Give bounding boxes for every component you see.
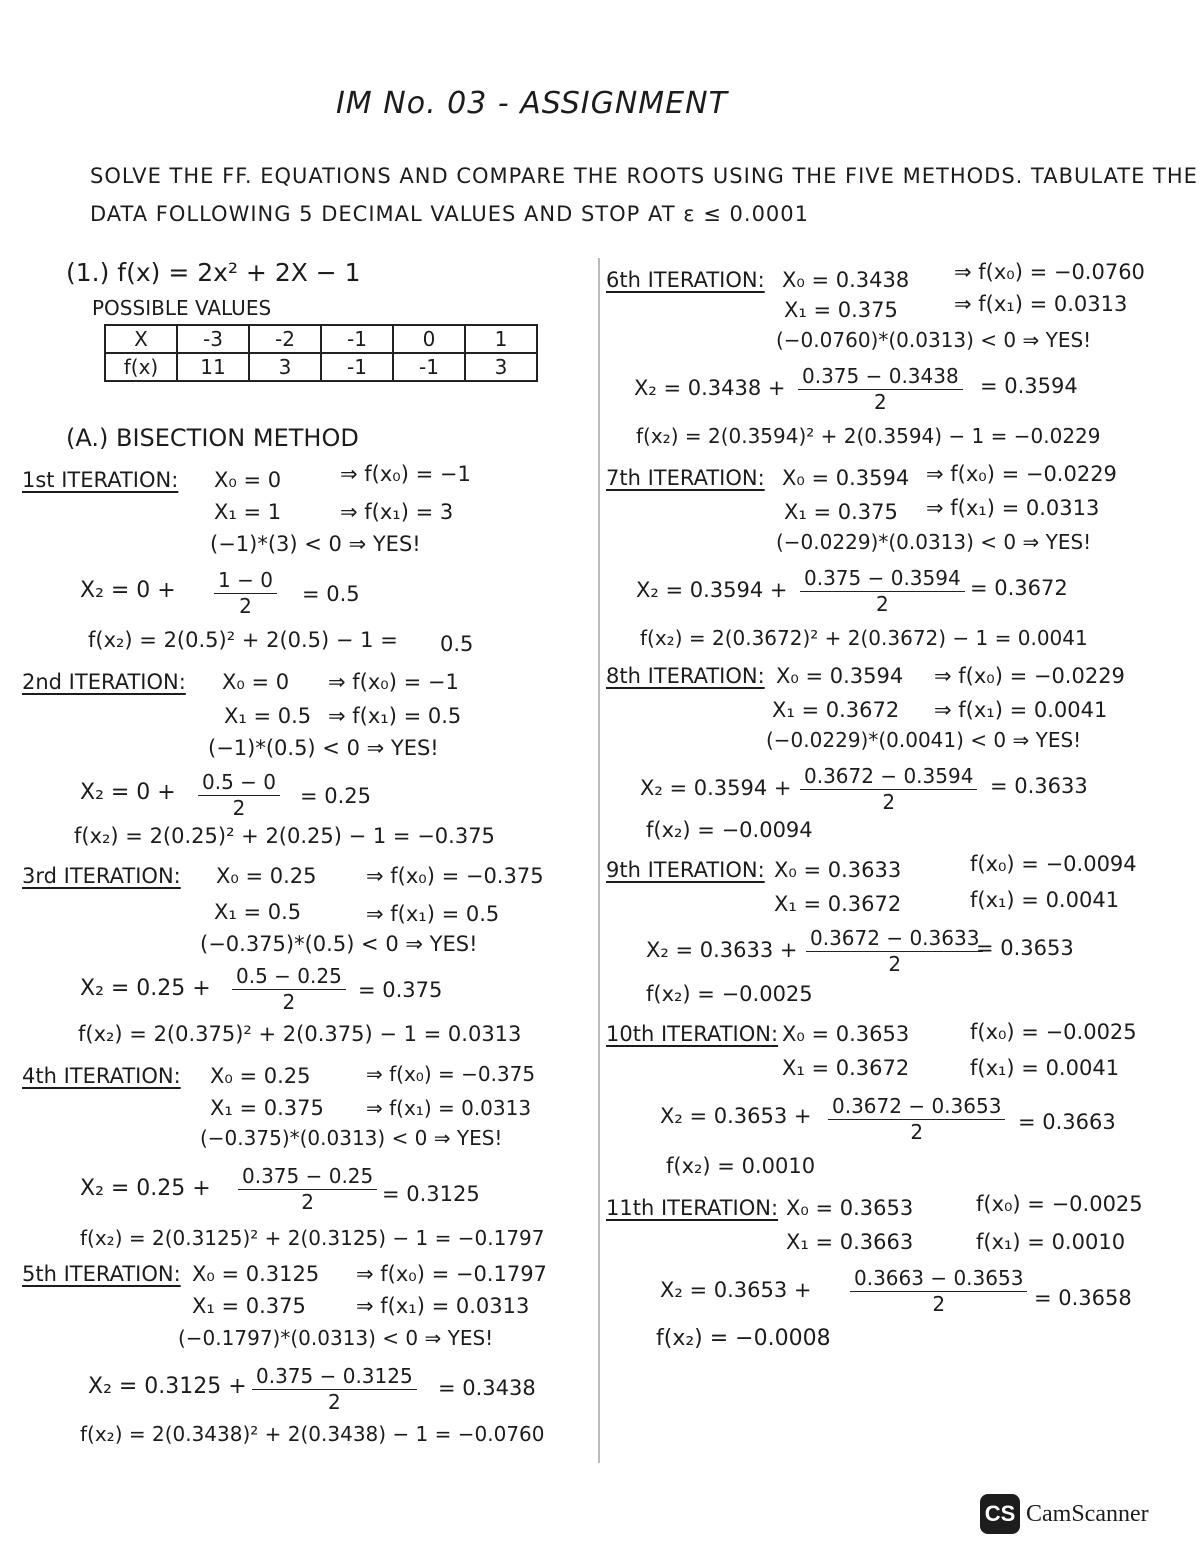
iteration-6-x0: X₀ = 0.3438 — [782, 268, 910, 292]
iteration-8-label: 8th ITERATION: — [606, 664, 765, 688]
fraction-numerator: 0.3672 − 0.3653 — [828, 1094, 1005, 1120]
iteration-8-x0: X₀ = 0.3594 — [776, 664, 904, 688]
iteration-10-fx1: f(x₁) = 0.0041 — [970, 1056, 1120, 1080]
fraction-numerator: 1 − 0 — [214, 568, 277, 594]
iteration-11-x1: X₁ = 0.3663 — [786, 1230, 914, 1254]
iteration-4-fx0: ⇒ f(x₀) = −0.375 — [366, 1062, 536, 1086]
fraction-numerator: 0.5 − 0.25 — [232, 964, 346, 990]
iteration-8-x1: X₁ = 0.3672 — [772, 698, 900, 722]
iteration-8-fx0: ⇒ f(x₀) = −0.0229 — [934, 664, 1125, 688]
iteration-9-x2-lhs: X₂ = 0.3633 + — [646, 938, 798, 962]
iteration-9-fx0: f(x₀) = −0.0094 — [970, 852, 1137, 876]
iteration-7-x2-lhs: X₂ = 0.3594 + — [636, 578, 788, 602]
iteration-5-fx2: f(x₂) = 2(0.3438)² + 2(0.3438) − 1 = −0.0760 — [80, 1422, 545, 1446]
fraction-numerator: 0.3672 − 0.3633 — [806, 926, 983, 952]
iteration-11-label: 11th ITERATION: — [606, 1196, 779, 1220]
iteration-6-check: (−0.0760)*(0.0313) < 0 ⇒ YES! — [776, 328, 1092, 352]
table-cell: 3 — [249, 353, 321, 381]
fraction-denominator: 2 — [932, 1292, 946, 1316]
iteration-7-x2-result: = 0.3672 — [970, 576, 1068, 600]
fraction-denominator: 2 — [301, 1190, 314, 1214]
iteration-5-x0: X₀ = 0.3125 — [192, 1262, 320, 1286]
table-cell: 1 — [465, 325, 537, 353]
iteration-2-fx0: ⇒ f(x₀) = −1 — [328, 670, 459, 694]
camscanner-logo-icon: CS — [980, 1494, 1020, 1534]
iteration-8-fx1: ⇒ f(x₁) = 0.0041 — [934, 698, 1108, 722]
iteration-11-fx1: f(x₁) = 0.0010 — [976, 1230, 1126, 1254]
iteration-11-fx2: f(x₂) = −0.0008 — [656, 1326, 831, 1351]
fraction-numerator: 0.3663 − 0.3653 — [850, 1266, 1027, 1292]
iteration-10-fx2: f(x₂) = 0.0010 — [666, 1154, 816, 1178]
iteration-10-x0: X₀ = 0.3653 — [782, 1022, 910, 1046]
camscanner-text: CamScanner — [1026, 1500, 1149, 1527]
iteration-5-x2-lhs: X₂ = 0.3125 + — [88, 1374, 247, 1399]
iteration-6-fx2: f(x₂) = 2(0.3594)² + 2(0.3594) − 1 = −0.0229 — [636, 424, 1101, 448]
iteration-9-label: 9th ITERATION: — [606, 858, 765, 882]
iteration-3-x2-result: = 0.375 — [358, 978, 443, 1002]
iteration-5-check: (−0.1797)*(0.0313) < 0 ⇒ YES! — [178, 1326, 494, 1350]
iteration-10-x2-fraction — [828, 1094, 1005, 1144]
iteration-1-fx2: f(x₂) = 2(0.5)² + 2(0.5) − 1 = — [88, 628, 398, 652]
iteration-10-x1: X₁ = 0.3672 — [782, 1056, 910, 1080]
iteration-2-x2-result: = 0.25 — [300, 784, 372, 808]
iteration-3-label: 3rd ITERATION: — [22, 864, 181, 888]
iteration-8-fx2: f(x₂) = −0.0094 — [646, 818, 813, 842]
iteration-4-x2-lhs: X₂ = 0.25 + — [80, 1176, 211, 1201]
iteration-11-x2-result: = 0.3658 — [1034, 1286, 1132, 1310]
iteration-3-x2-lhs: X₂ = 0.25 + — [80, 976, 211, 1001]
iteration-11-fx0: f(x₀) = −0.0025 — [976, 1192, 1143, 1216]
fraction-denominator: 2 — [239, 594, 252, 618]
iteration-8-x2-fraction — [800, 764, 977, 814]
fraction-numerator: 0.5 − 0 — [198, 770, 280, 796]
iteration-7-fx0: ⇒ f(x₀) = −0.0229 — [926, 462, 1117, 486]
fraction-numerator: 0.3672 − 0.3594 — [800, 764, 977, 790]
table-row-x — [105, 325, 537, 353]
iteration-2-x1: X₁ = 0.5 — [224, 704, 312, 728]
iteration-2-fx2: f(x₂) = 2(0.25)² + 2(0.25) − 1 = −0.375 — [74, 824, 495, 848]
iteration-1-check: (−1)*(3) < 0 ⇒ YES! — [210, 532, 421, 556]
table-cell: -1 — [321, 325, 393, 353]
fraction-denominator: 2 — [882, 790, 896, 814]
table-cell: -1 — [321, 353, 393, 381]
iteration-2-check: (−1)*(0.5) < 0 ⇒ YES! — [208, 736, 439, 760]
fraction-numerator: 0.375 − 0.25 — [238, 1164, 377, 1190]
iteration-4-x2-result: = 0.3125 — [382, 1182, 480, 1206]
iteration-5-x2-result: = 0.3438 — [438, 1376, 536, 1400]
iteration-1-label: 1st ITERATION: — [22, 468, 179, 492]
page-title: IM No. 03 - ASSIGNMENT — [336, 86, 728, 121]
iteration-9-fx1: f(x₁) = 0.0041 — [970, 888, 1120, 912]
iteration-1-fx0: ⇒ f(x₀) = −1 — [340, 462, 471, 486]
iteration-5-x2-fraction — [252, 1364, 417, 1414]
iteration-1-fx1: ⇒ f(x₁) = 3 — [340, 500, 454, 524]
iteration-11-x0: X₀ = 0.3653 — [786, 1196, 914, 1220]
iteration-5-fx1: ⇒ f(x₁) = 0.0313 — [356, 1294, 530, 1318]
iteration-5-x1: X₁ = 0.375 — [192, 1294, 306, 1318]
possible-values-label: POSSIBLE VALUES — [92, 296, 272, 320]
iteration-2-x0: X₀ = 0 — [222, 670, 290, 694]
iteration-4-label: 4th ITERATION: — [22, 1064, 181, 1088]
iteration-3-fx2: f(x₂) = 2(0.375)² + 2(0.375) − 1 = 0.0313 — [78, 1022, 522, 1046]
iteration-10-fx0: f(x₀) = −0.0025 — [970, 1020, 1137, 1044]
iteration-3-x2-fraction — [232, 964, 346, 1014]
iteration-1-fx2-value: 0.5 — [440, 632, 474, 656]
iteration-4-fx2: f(x₂) = 2(0.3125)² + 2(0.3125) − 1 = −0.1797 — [80, 1226, 545, 1250]
iteration-3-x0: X₀ = 0.25 — [216, 864, 317, 888]
iteration-9-fx2: f(x₂) = −0.0025 — [646, 982, 813, 1006]
iteration-4-check: (−0.375)*(0.0313) < 0 ⇒ YES! — [200, 1126, 503, 1150]
iteration-4-fx1: ⇒ f(x₁) = 0.0313 — [366, 1096, 532, 1120]
iteration-6-fx1: ⇒ f(x₁) = 0.0313 — [954, 292, 1128, 316]
iteration-5-fx0: ⇒ f(x₀) = −0.1797 — [356, 1262, 547, 1286]
iteration-9-x2-result: = 0.3653 — [976, 936, 1074, 960]
iteration-10-x2-lhs: X₂ = 0.3653 + — [660, 1104, 812, 1128]
iteration-6-x2-lhs: X₂ = 0.3438 + — [634, 376, 786, 400]
iteration-7-check: (−0.0229)*(0.0313) < 0 ⇒ YES! — [776, 530, 1092, 554]
iteration-7-x2-fraction — [800, 566, 965, 616]
possible-values-table — [104, 324, 538, 382]
iteration-4-x0: X₀ = 0.25 — [210, 1064, 311, 1088]
table-cell: 11 — [177, 353, 249, 381]
problem-function: (1.) f(x) = 2x² + 2X − 1 — [66, 258, 361, 287]
fraction-denominator: 2 — [875, 592, 889, 616]
iteration-9-x2-fraction — [806, 926, 983, 976]
iteration-6-x1: X₁ = 0.375 — [784, 298, 898, 322]
iteration-1-x2-fraction — [214, 568, 277, 618]
iteration-7-label: 7th ITERATION: — [606, 466, 765, 490]
iteration-11-x2-fraction — [850, 1266, 1027, 1316]
iteration-8-x2-result: = 0.3633 — [990, 774, 1088, 798]
iteration-3-fx0: ⇒ f(x₀) = −0.375 — [366, 864, 544, 888]
iteration-1-x2-result: = 0.5 — [302, 582, 360, 606]
iteration-6-x2-result: = 0.3594 — [980, 374, 1078, 398]
instructions-line-1: SOLVE THE FF. EQUATIONS AND COMPARE THE ROOTS USING THE FIVE METHODS. TABULATE THE — [90, 164, 1198, 188]
table-cell: 0 — [393, 325, 465, 353]
iteration-2-x2-fraction — [198, 770, 280, 820]
iteration-10-label: 10th ITERATION: — [606, 1022, 779, 1046]
iteration-11-x2-lhs: X₂ = 0.3653 + — [660, 1278, 812, 1302]
column-divider — [598, 258, 600, 1463]
table-cell: -2 — [249, 325, 321, 353]
iteration-7-fx1: ⇒ f(x₁) = 0.0313 — [926, 496, 1100, 520]
table-cell: f(x) — [105, 353, 177, 381]
iteration-6-x2-fraction — [798, 364, 963, 414]
table-cell: -1 — [393, 353, 465, 381]
iteration-2-fx1: ⇒ f(x₁) = 0.5 — [328, 704, 462, 728]
fraction-denominator: 2 — [888, 952, 902, 976]
iteration-7-fx2: f(x₂) = 2(0.3672)² + 2(0.3672) − 1 = 0.0041 — [640, 626, 1088, 650]
iteration-8-x2-lhs: X₂ = 0.3594 + — [640, 776, 792, 800]
fraction-denominator: 2 — [327, 1390, 341, 1414]
iteration-2-x2-lhs: X₂ = 0 + — [80, 780, 176, 805]
method-heading: (A.) BISECTION METHOD — [66, 424, 359, 452]
iteration-10-x2-result: = 0.3663 — [1018, 1110, 1116, 1134]
table-cell: X — [105, 325, 177, 353]
iteration-4-x2-fraction — [238, 1164, 377, 1214]
instructions-line-2: DATA FOLLOWING 5 DECIMAL VALUES AND STOP AT ε ≤ 0.0001 — [90, 202, 810, 226]
iteration-3-fx1: ⇒ f(x₁) = 0.5 — [366, 902, 500, 926]
iteration-3-check: (−0.375)*(0.5) < 0 ⇒ YES! — [200, 932, 478, 956]
iteration-7-x0: X₀ = 0.3594 — [782, 466, 910, 490]
iteration-5-label: 5th ITERATION: — [22, 1262, 181, 1286]
iteration-2-label: 2nd ITERATION: — [22, 670, 186, 694]
table-row-fx — [105, 353, 537, 381]
camscanner-watermark — [980, 1494, 1149, 1534]
table-cell: 3 — [465, 353, 537, 381]
iteration-7-x1: X₁ = 0.375 — [784, 500, 898, 524]
fraction-denominator: 2 — [910, 1120, 924, 1144]
iteration-9-x1: X₁ = 0.3672 — [774, 892, 902, 916]
iteration-1-x2-lhs: X₂ = 0 + — [80, 578, 176, 603]
table-cell: -3 — [177, 325, 249, 353]
fraction-denominator: 2 — [232, 796, 246, 820]
fraction-denominator: 2 — [873, 390, 887, 414]
fraction-denominator: 2 — [282, 990, 296, 1014]
iteration-8-check: (−0.0229)*(0.0041) < 0 ⇒ YES! — [766, 728, 1082, 752]
iteration-9-x0: X₀ = 0.3633 — [774, 858, 902, 882]
iteration-6-fx0: ⇒ f(x₀) = −0.0760 — [954, 260, 1145, 284]
fraction-numerator: 0.375 − 0.3594 — [800, 566, 965, 592]
iteration-4-x1: X₁ = 0.375 — [210, 1096, 324, 1120]
iteration-1-x1: X₁ = 1 — [214, 500, 282, 524]
iteration-1-x0: X₀ = 0 — [214, 468, 282, 492]
fraction-numerator: 0.375 − 0.3125 — [252, 1364, 417, 1390]
iteration-3-x1: X₁ = 0.5 — [214, 900, 302, 924]
iteration-6-label: 6th ITERATION: — [606, 268, 765, 292]
fraction-numerator: 0.375 − 0.3438 — [798, 364, 963, 390]
